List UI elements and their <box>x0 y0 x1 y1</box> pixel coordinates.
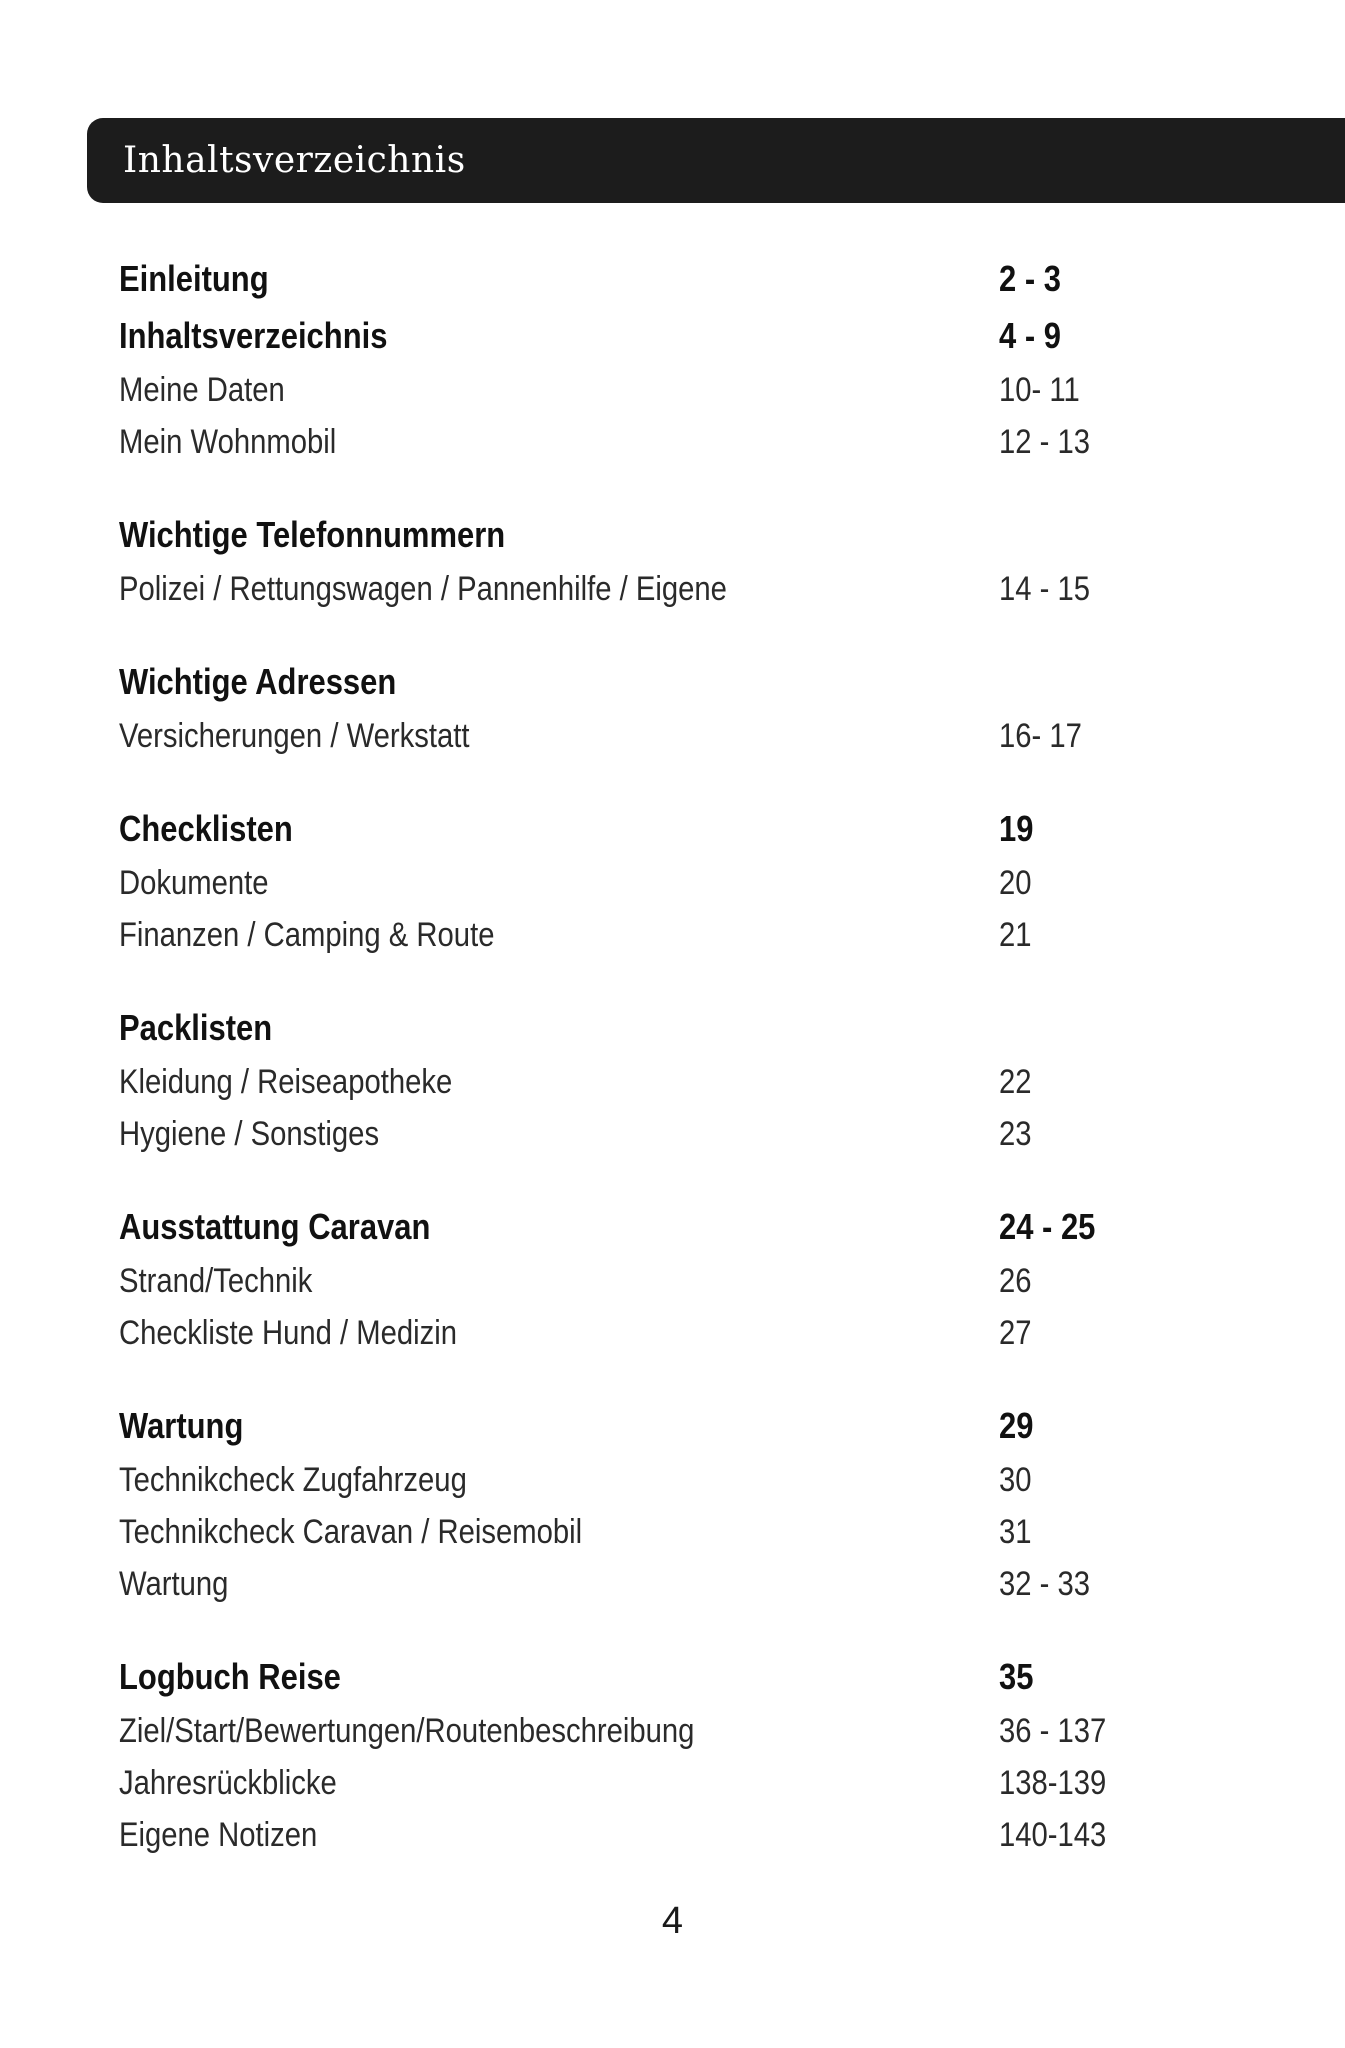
toc-entry-row <box>119 416 1119 468</box>
toc-entry-row <box>119 1506 1119 1558</box>
toc-entry-row <box>119 1255 1119 1307</box>
toc-entry-row <box>119 1108 1119 1160</box>
toc-page-range: 29 <box>999 1405 1034 1446</box>
toc-section <box>119 653 1119 762</box>
toc-page-range: 27 <box>999 1314 1032 1352</box>
toc-heading-label: Logbuch Reise <box>119 1656 341 1697</box>
toc-entry-label: Polizei / Rettungswagen / Pannenhilfe / Eigene <box>119 570 727 608</box>
toc-page-range: 10- 11 <box>999 371 1080 409</box>
toc-heading-row <box>119 250 1119 307</box>
toc-entry-row <box>119 1558 1119 1610</box>
toc-section <box>119 1397 1119 1610</box>
toc-entry-row <box>119 1307 1119 1359</box>
toc-entry-label: Wartung <box>119 1565 229 1603</box>
page-number: 4 <box>661 1900 684 1942</box>
toc-heading-label: Wichtige Adressen <box>119 661 397 702</box>
toc-entry-label: Jahresrückblicke <box>119 1764 337 1802</box>
toc-entry-row <box>119 710 1119 762</box>
toc-entry-label: Technikcheck Caravan / Reisemobil <box>119 1513 583 1551</box>
toc-entry-label: Versicherungen / Werkstatt <box>119 717 470 755</box>
toc-section <box>119 506 1119 615</box>
toc-entry-label: Dokumente <box>119 864 269 902</box>
toc-page-range: 16- 17 <box>999 717 1082 755</box>
toc-entry-label: Checkliste Hund / Medizin <box>119 1314 458 1352</box>
toc-page-range: 30 <box>999 1461 1032 1499</box>
toc-heading-label: Wartung <box>119 1405 244 1446</box>
toc-heading-label: Ausstattung Caravan <box>119 1206 431 1247</box>
toc-page-range: 138-139 <box>999 1764 1107 1802</box>
toc-page-range: 31 <box>999 1513 1032 1551</box>
toc-heading-label: Inhaltsverzeichnis <box>119 315 388 356</box>
toc-heading-row <box>119 653 1119 710</box>
toc-heading-row <box>119 800 1119 857</box>
toc-page-range: 19 <box>999 808 1034 849</box>
toc-entry-label: Eigene Notizen <box>119 1816 318 1854</box>
toc-entry-label: Technikcheck Zugfahrzeug <box>119 1461 467 1499</box>
toc-entry-row <box>119 1056 1119 1108</box>
toc-section <box>119 999 1119 1160</box>
toc-entry-label: Ziel/Start/Bewertungen/Routenbeschreibung <box>119 1712 695 1750</box>
toc-entry-row <box>119 1705 1119 1757</box>
toc-page-range: 35 <box>999 1656 1034 1697</box>
toc-page-range: 20 <box>999 864 1032 902</box>
toc-heading-row <box>119 506 1119 563</box>
toc-heading-row <box>119 1198 1119 1255</box>
toc-entry-row <box>119 563 1119 615</box>
toc-page-range: 140-143 <box>999 1816 1107 1854</box>
toc-page-range: 32 - 33 <box>999 1565 1091 1603</box>
toc-section <box>119 1198 1119 1359</box>
toc-section <box>119 1648 1119 1861</box>
toc-page-range: 12 - 13 <box>999 423 1091 461</box>
toc-page-range: 36 - 137 <box>999 1712 1107 1750</box>
toc-page-range: 26 <box>999 1262 1032 1300</box>
toc-entry-label: Meine Daten <box>119 371 285 409</box>
toc-heading-label: Einleitung <box>119 258 269 299</box>
page-title: Inhaltsverzeichnis <box>123 140 466 181</box>
toc-entry-row <box>119 1454 1119 1506</box>
toc-page-range: 4 - 9 <box>999 315 1061 356</box>
toc-section <box>119 800 1119 961</box>
toc-entry-row <box>119 1809 1119 1861</box>
toc-page-range: 21 <box>999 916 1032 954</box>
toc-heading-row <box>119 307 1119 364</box>
toc-entry-row <box>119 1757 1119 1809</box>
toc-heading-label: Wichtige Telefonnummern <box>119 514 506 555</box>
toc-entry-label: Kleidung / Reiseapotheke <box>119 1063 453 1101</box>
toc-heading-label: Checklisten <box>119 808 293 849</box>
toc-entry-label: Mein Wohnmobil <box>119 423 337 461</box>
toc-entry-label: Hygiene / Sonstiges <box>119 1115 380 1153</box>
toc-page-range: 22 <box>999 1063 1032 1101</box>
table-of-contents <box>119 250 1119 1899</box>
toc-page-range: 24 - 25 <box>999 1206 1096 1247</box>
header-bar <box>87 118 1345 203</box>
toc-entry-row <box>119 364 1119 416</box>
toc-heading-row <box>119 999 1119 1056</box>
toc-heading-row <box>119 1397 1119 1454</box>
toc-page-range: 14 - 15 <box>999 570 1091 608</box>
toc-page-range: 2 - 3 <box>999 258 1061 299</box>
toc-section <box>119 250 1119 468</box>
toc-entry-row <box>119 909 1119 961</box>
toc-heading-row <box>119 1648 1119 1705</box>
toc-entry-label: Strand/Technik <box>119 1262 313 1300</box>
toc-entry-row <box>119 857 1119 909</box>
toc-heading-label: Packlisten <box>119 1007 273 1048</box>
toc-page-range: 23 <box>999 1115 1032 1153</box>
toc-entry-label: Finanzen / Camping & Route <box>119 916 495 954</box>
